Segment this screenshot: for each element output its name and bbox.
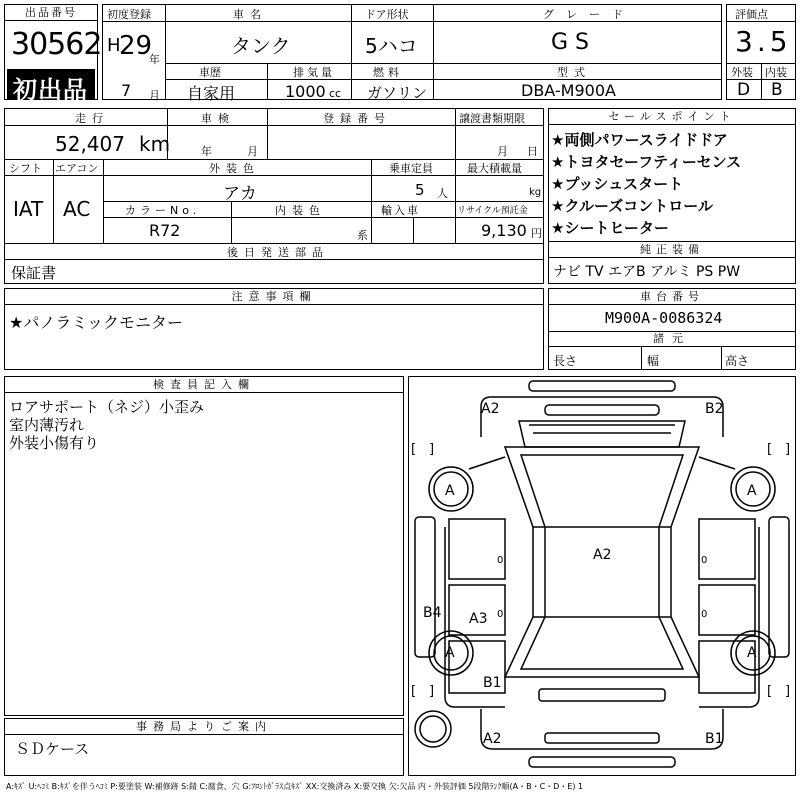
inspector-line: 室内薄汚れ	[9, 416, 85, 434]
later-parts-label: 後日発送部品	[227, 246, 329, 259]
inspection-year-unit: 年	[201, 145, 212, 158]
history-label: 車歴	[199, 66, 221, 79]
svg-text:0: 0	[497, 609, 504, 620]
svg-text:[: [	[411, 684, 417, 699]
model-label: 型式	[557, 66, 591, 79]
inspector-line: ロアサポート（ネジ）小歪み	[9, 398, 205, 416]
svg-text:]: ]	[785, 442, 791, 457]
svg-text:]: ]	[785, 684, 791, 699]
height-label: 高さ	[725, 354, 750, 368]
recycle-amount: 9,130	[481, 221, 527, 240]
sales-points-label: セールスポイント	[549, 109, 795, 125]
displacement: 1000	[285, 82, 326, 101]
damage-mark: A	[445, 645, 455, 661]
inspector-line: 外装小傷有り	[9, 434, 100, 452]
equipment-list: ナビ TV エアB アルミ PS PW	[553, 264, 741, 280]
equipment-label: 純正装備	[549, 242, 795, 258]
length-label: 長さ	[553, 354, 578, 368]
sales-point-item: ★両側パワースライドドア	[551, 131, 728, 149]
damage-mark: A	[445, 483, 455, 499]
notes-label: 注意事項欄	[5, 289, 543, 305]
model: DBA-M900A	[521, 81, 616, 100]
shift: IAT	[13, 197, 44, 221]
month-unit: 月	[149, 89, 160, 102]
sales-point-item: ★プッシュスタート	[551, 175, 684, 193]
transfer-month-unit: 月	[497, 145, 508, 158]
ac-label: エアコン	[55, 162, 99, 175]
transfer-label: 譲渡書類期限	[459, 112, 525, 125]
capacity: 5	[415, 181, 425, 199]
first-reg-label: 初度登録	[107, 8, 151, 21]
reg-month: 7	[121, 81, 132, 100]
fuel: ガソリン	[367, 84, 428, 102]
damage-mark: A3	[469, 611, 488, 627]
max-load-label: 最大積載量	[467, 162, 522, 175]
damage-mark: A2	[481, 401, 500, 417]
int-color-label: 内装色	[275, 204, 326, 217]
mileage-unit: km	[139, 132, 171, 156]
notes-box	[4, 288, 544, 370]
int-color-unit: 系	[357, 229, 368, 242]
damage-mark: A	[747, 483, 757, 499]
svg-text:0: 0	[497, 555, 504, 566]
damage-mark: A2	[593, 547, 612, 563]
color-no-label: カラーNo.	[125, 204, 201, 217]
recycle-label: リサイクル預託金	[457, 206, 528, 216]
capacity-unit: 人	[437, 187, 448, 200]
inspector-box	[4, 376, 404, 716]
legend: A:ｷｽﾞ U:ﾍｺﾐ B:ｷｽﾞを伴うﾍｺﾐ P:要塗装 W:補修跡 S:錆 C:腐食、穴 G:ﾌﾛﾝﾄｶﾞﾗｽ点ｷｽﾞ XX:交換済み X:要交換 欠:欠品 内・外装評価 5段階ﾗﾝｸ順(A・B・C・D・E) 1	[6, 782, 584, 791]
fuel-label: 燃料	[373, 66, 403, 79]
car-diagram-svg	[409, 377, 795, 775]
score-box	[726, 4, 796, 100]
damage-mark: B2	[705, 401, 724, 417]
lot-no-label: 出品番号	[5, 5, 97, 21]
svg-text:]: ]	[429, 442, 435, 457]
reg-year: 29	[119, 31, 153, 61]
sales-point-item: ★トヨタセーフティーセンス	[551, 153, 742, 171]
sales-point-item: ★シートヒーター	[551, 219, 669, 237]
history: 自家用	[187, 84, 236, 103]
svg-text:[: [	[411, 442, 417, 457]
office-box	[4, 718, 404, 776]
first-listing-text: 初出品	[13, 76, 88, 104]
score: 3.5	[735, 25, 792, 58]
car-name-label: 車名	[233, 8, 267, 21]
office-text: ＳＤケース	[15, 740, 90, 758]
door-label: ドア形状	[365, 8, 409, 21]
max-load-unit: kg	[529, 187, 542, 198]
sales-point-item: ★クルーズコントロール	[551, 197, 713, 215]
spec-label: 諸元	[549, 331, 795, 347]
damage-mark: B4	[423, 605, 442, 621]
damage-mark: A	[747, 645, 757, 661]
svg-text:0: 0	[701, 555, 708, 566]
inspection-month-unit: 月	[247, 145, 258, 158]
chassis-box	[548, 288, 796, 370]
svg-text:[: [	[767, 684, 773, 699]
lot-box	[4, 4, 102, 104]
year-unit: 年	[149, 53, 160, 66]
grade: G S	[551, 30, 590, 55]
door-type: 5ハコ	[365, 34, 418, 58]
car-name: タンク	[231, 34, 291, 58]
ext-color-label: 外装色	[209, 162, 260, 175]
width-label: 幅	[647, 354, 660, 368]
shift-label: シフト	[9, 162, 42, 175]
exterior-label: 外装	[731, 66, 753, 79]
capacity-label: 乗車定員	[389, 162, 433, 175]
svg-text:]: ]	[429, 684, 435, 699]
damage-mark: B1	[705, 731, 724, 747]
svg-text:[: [	[767, 442, 773, 457]
damage-mark: A2	[483, 731, 502, 747]
displacement-unit: cc	[329, 87, 342, 100]
air-conditioner: AC	[63, 197, 91, 221]
era: H	[107, 35, 121, 56]
lot-no: 30562	[11, 27, 102, 62]
interior-label: 内装	[765, 66, 787, 79]
import-label: 輸入車	[381, 204, 420, 217]
notes-text: ★パノラミックモニター	[9, 313, 184, 332]
mileage: 52,407	[55, 132, 125, 156]
reg-no-label: 登録番号	[323, 112, 391, 125]
grade-label: グレード	[543, 8, 635, 21]
mileage-label: 走行	[75, 112, 109, 125]
score-label: 評価点	[735, 8, 768, 21]
car-diagram	[408, 376, 796, 776]
exterior-grade: D	[737, 80, 751, 100]
displacement-label: 排気量	[293, 66, 335, 79]
damage-mark: B1	[483, 675, 502, 691]
office-label: 事務局よりご案内	[5, 719, 403, 735]
inspector-label: 検査員記入欄	[5, 377, 403, 393]
ext-color: アカ	[223, 184, 257, 204]
equipment-box	[548, 242, 796, 284]
detail-box	[4, 108, 544, 284]
color-no: R72	[149, 221, 181, 240]
recycle-unit: 円	[531, 227, 542, 240]
svg-text:0: 0	[701, 609, 708, 620]
inspection-label: 車検	[201, 112, 235, 125]
chassis-label: 車台番号	[549, 289, 795, 305]
header-box	[102, 4, 722, 103]
later-parts: 保証書	[11, 264, 57, 282]
transfer-day-unit: 日	[527, 145, 538, 158]
chassis-number: M900A-0086324	[605, 309, 723, 327]
sales-points-box	[548, 108, 796, 242]
interior-grade: B	[771, 80, 783, 100]
